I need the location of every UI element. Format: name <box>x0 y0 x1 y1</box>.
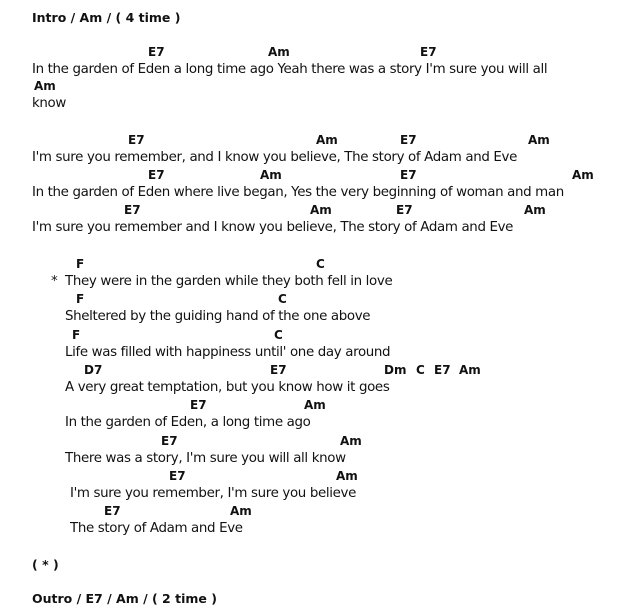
lyric-line: In the garden of Eden where live began, Yes the very beginning of woman and man <box>32 185 564 200</box>
chord: C <box>274 327 283 342</box>
lyric-line: In the garden of Eden, a long time ago <box>65 415 311 431</box>
chord: Am <box>268 45 290 59</box>
chord: E7 <box>400 133 417 147</box>
chord: C <box>316 257 325 271</box>
chord: Am <box>304 398 326 413</box>
chorus-marker: * <box>51 274 58 289</box>
repeat-chorus-label: ( * ) <box>32 557 59 572</box>
chord: Am <box>34 79 56 93</box>
lyric-line: The story of Adam and Eve <box>70 521 243 537</box>
chord: D7 <box>84 362 103 377</box>
chord: Am <box>459 362 481 377</box>
chord: E7 <box>124 203 141 217</box>
chord: C <box>278 292 287 307</box>
chord: Dm <box>384 362 407 377</box>
lyric-line: I'm sure you remember, I'm sure you believe <box>70 485 356 501</box>
chord: E7 <box>400 168 417 182</box>
lyric-line: know <box>32 96 66 111</box>
chord: F <box>72 327 81 342</box>
chord: Am <box>572 168 594 182</box>
chord: Am <box>260 168 282 182</box>
chord: F <box>76 257 85 271</box>
intro-label: Intro / Am / ( 4 time ) <box>32 10 181 25</box>
lyric-line: A very great temptation, but you know how it goes <box>65 379 390 395</box>
lyric-line: They were in the garden while they both fell in love <box>65 274 393 289</box>
chord: Am <box>336 468 358 483</box>
chord: Am <box>524 203 546 217</box>
lyric-line: In the garden of Eden a long time ago Yeah there was a story I'm sure you will all <box>32 62 548 77</box>
chord: E7 <box>169 468 186 483</box>
chord: F <box>76 292 85 307</box>
chord: Am <box>310 203 332 217</box>
chord: E7 <box>396 203 413 217</box>
chord: E7 <box>420 45 437 59</box>
chord: C <box>416 362 425 377</box>
chord: E7 <box>128 133 145 147</box>
chord: Am <box>316 133 338 147</box>
chord: E7 <box>434 362 451 377</box>
chord: E7 <box>270 362 287 377</box>
chord: Am <box>230 504 252 519</box>
lyric-line: Life was filled with happiness until' one day around <box>65 344 391 360</box>
chord: E7 <box>148 45 165 59</box>
lyric-line: I'm sure you remember, and I know you believe, The story of Adam and Eve <box>32 150 517 165</box>
chord: E7 <box>104 504 121 519</box>
lyric-line: Sheltered by the guiding hand of the one above <box>65 309 371 325</box>
chord: Am <box>528 133 550 147</box>
chord: Am <box>340 433 362 448</box>
lyric-line: There was a story, I'm sure you will all know <box>65 450 346 466</box>
lyric-line: I'm sure you remember and I know you believe, The story of Adam and Eve <box>32 220 514 235</box>
chord: E7 <box>161 433 178 448</box>
chord: E7 <box>190 398 207 413</box>
chord: E7 <box>148 168 165 182</box>
outro-label: Outro / E7 / Am / ( 2 time ) <box>32 591 217 606</box>
